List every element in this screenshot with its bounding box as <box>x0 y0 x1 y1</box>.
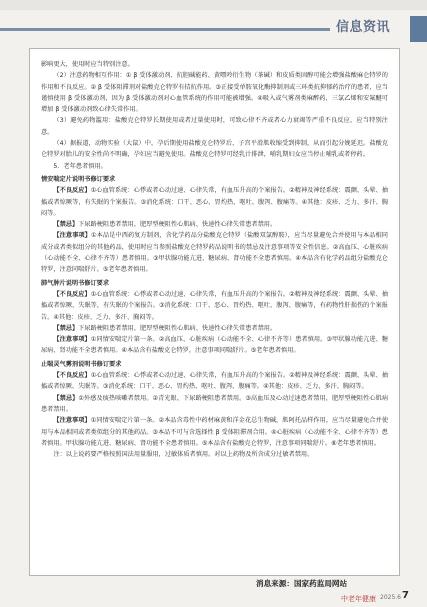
drug1-precaution <box>41 230 388 275</box>
drug-title-1: 情安喘定片说明书修订要求 <box>41 175 116 183</box>
header-rule <box>0 28 330 31</box>
page-number: 7 <box>402 590 409 601</box>
paragraph-intro: 影响更大，使用时应当特别注意。 <box>41 61 134 68</box>
drug1-contra-label: 【禁忌】 <box>53 221 79 229</box>
article-box <box>29 48 400 576</box>
paragraph-item2: （2）注意药物相互作用：① β 受体激动剂、抗胆碱能药、黄嘌呤衍生物（茶碱）和皮质类固醇可能会增强盐酸麻仑特罗的作用和不良反应。② β 受体阻滞剂对盐酸克仑特罗有拮抗作用。③正接受单胺氧化酶抑制剂或三环类抗抑郁药治疗的患者，应当谨慎使用 β 受体激动剂，因为 β 受体激动剂对心血管系统的作用可能被增强。④吸入或气雾剂类麻醉药，三氯乙烯和安氟醚可增加 β 受体激动剂致心律失常作用。 <box>41 72 388 114</box>
drug2-contra <box>41 323 388 334</box>
drug3-contra-label: 【禁忌】 <box>53 394 79 402</box>
magazine-name: 中老年健康 <box>341 595 376 603</box>
drug1-adverse <box>41 185 388 219</box>
section-title: 信息资讯 <box>336 20 391 35</box>
news-source: 消息来源：国家药监局网站 <box>256 579 348 588</box>
drug2-precaution-text: ①同情安喘定片第一条。②高血压、心脏疾病（心动能不全、心律不齐等）患者慎用。③甲状腺功能亢进、糖尿病、肾功能不全患者慎用。④本品含有盐酸克仑特罗，注意事项同喘舒片。⑤老年患者慎用。 <box>41 336 389 355</box>
drug2-adverse-label: 【不良反应】 <box>53 290 91 298</box>
drug3-precaution <box>41 415 388 449</box>
drug3-adverse-label: 【不良反应】 <box>53 372 91 380</box>
drug2-contra-label: 【禁忌】 <box>53 324 79 332</box>
closing-note: 注：以上说药要严格按照国法用量服用，过敏体质者慎用。对以上药物及所含成分过敏者禁用。 <box>53 451 314 459</box>
issue-number: 2025.6 <box>380 594 401 601</box>
drug1-precaution-text: ①本品是中西药复方制剂，含化学药品分盐酸克仑特罗（盐酸双氯醇胺），应当尽量避免合并使用与本品相同成分或者类似组分的其他药品，使用时应当参照盐酸克仑特罗药品说明书的禁忌及注意事项等安全性信息。②高血压、心脏疾病（心动能不全、心律不齐等）患者慎用。③甲状腺功能亢进、糖尿病、肾功能不全患者慎用。④本品含有化学药品组分盐酸克仑特罗，注意同喘舒片。⑤老年患者慎用。 <box>41 232 388 274</box>
paragraph-item5: 5．老年患者慎用。 <box>53 162 107 170</box>
drug-title-3: 止喘灵气雾剂说明书修订要求 <box>41 360 122 368</box>
drug1-adverse-label: 【不良反应】 <box>53 187 91 195</box>
drug1-precaution-label: 【注意事项】 <box>53 232 91 240</box>
drug3-adverse <box>41 370 388 393</box>
paragraph-item4: （4）据报道，动物实验（大鼠）中，孕后期使用盐酸克仑特罗后，子宫平滑肌收缩受到抑制，从而引起分娩延迟。盐酸克仑特罗对胎儿的安全性尚不明确，孕妇应当避免使用。盐酸克仑特罗可经乳汁排泄，哺乳期妇女应当停止哺乳或者停药。 <box>41 140 388 159</box>
drug3-precaution-text: ①同情安喘定片第一条。②本品含毒性中药材麻黄和洋金花总生物碱，肌阿托品样作用，应当尽量避免合并使用与本品相同或者类似组分的其他药品。③本品不可与含选择性 β 受体阻滞剂合用。④心脏疾病（心动能不全、心律不齐等）患者慎用。甲状腺功能亢进、糖尿病、肾功能不全患者慎用。⑤本品含有盐酸克仑特罗，注意事项同喘舒片。⑥老年患者慎用。 <box>41 417 389 447</box>
drug-title-2: 肺气肿片说明书修订要求 <box>41 279 110 287</box>
section-header <box>0 8 427 38</box>
drug2-precaution <box>41 334 388 357</box>
drug2-contra-text: 下尿路梗阻患者禁用，肥厚型梗阻性心肌病、快速性心律失常患者禁用。 <box>78 324 277 332</box>
drug2-adverse <box>41 289 388 323</box>
drug3-adverse-text: ①心血管系统：心悸或者心动过速、心律失常，有血压升高的个案报告。②精神及神经系统：震颤、头晕、抽搐或者惊厥、失眠等。③消化系统：口干、恶心、胃灼热、呕吐、腹泻、腹痛等。④其他：皮疹、乏力、多汗、胸闷等。 <box>41 372 389 391</box>
drug3-contra <box>41 393 388 416</box>
drug2-adverse-text: ①心血管系统：心悸或者心动过速、心律失常，有血压升高的个案报告。②精神及神经系统：震颤、头晕、抽搐或者惊厥、失眠等，有失眠的个案报告。③消化系统：口干、恶心、胃灼热、呕吐、腹泻、腹痛等，有药物性肝损伤的个案报告。④其他：皮疹、乏力、多汗、胸闷等。 <box>41 290 389 321</box>
drug1-contra-text: 下尿路梗阻患者禁用，肥厚型梗阻性心肌病、快速性心律失常患者禁用。 <box>78 221 277 229</box>
drug3-contra-text: ①外感及痰热咳嗽者禁用。②青光眼、下尿路梗阻患者禁用。③高血压及心动过速患者禁用，肥厚型梗阻性心肌病患者禁用。 <box>41 394 389 413</box>
drug3-precaution-label: 【注意事项】 <box>53 417 91 425</box>
header-tab-marker <box>410 16 427 42</box>
paragraph-item3: （3）避免药物滥用：盐酸克仑特罗长期使用或者过量使用时，可致心律不齐或者心力衰竭等严重不良反应，应当特别注意。 <box>41 117 388 136</box>
drug2-precaution-label: 【注意事项】 <box>53 336 91 344</box>
drug1-adverse-text: ①心血管系统：心悸或者心动过速、心律失常，有血压升高的个案报告。②精神及神经系统：震颤、头晕、抽搐或者惊厥等，有失眠的个案报告。③消化系统：口干、恶心、胃灼热、呕吐、腹泻、腹痛等。④其他：皮疹、乏力、多汗、胸闷等。 <box>41 187 389 217</box>
drug1-contra <box>41 219 388 230</box>
